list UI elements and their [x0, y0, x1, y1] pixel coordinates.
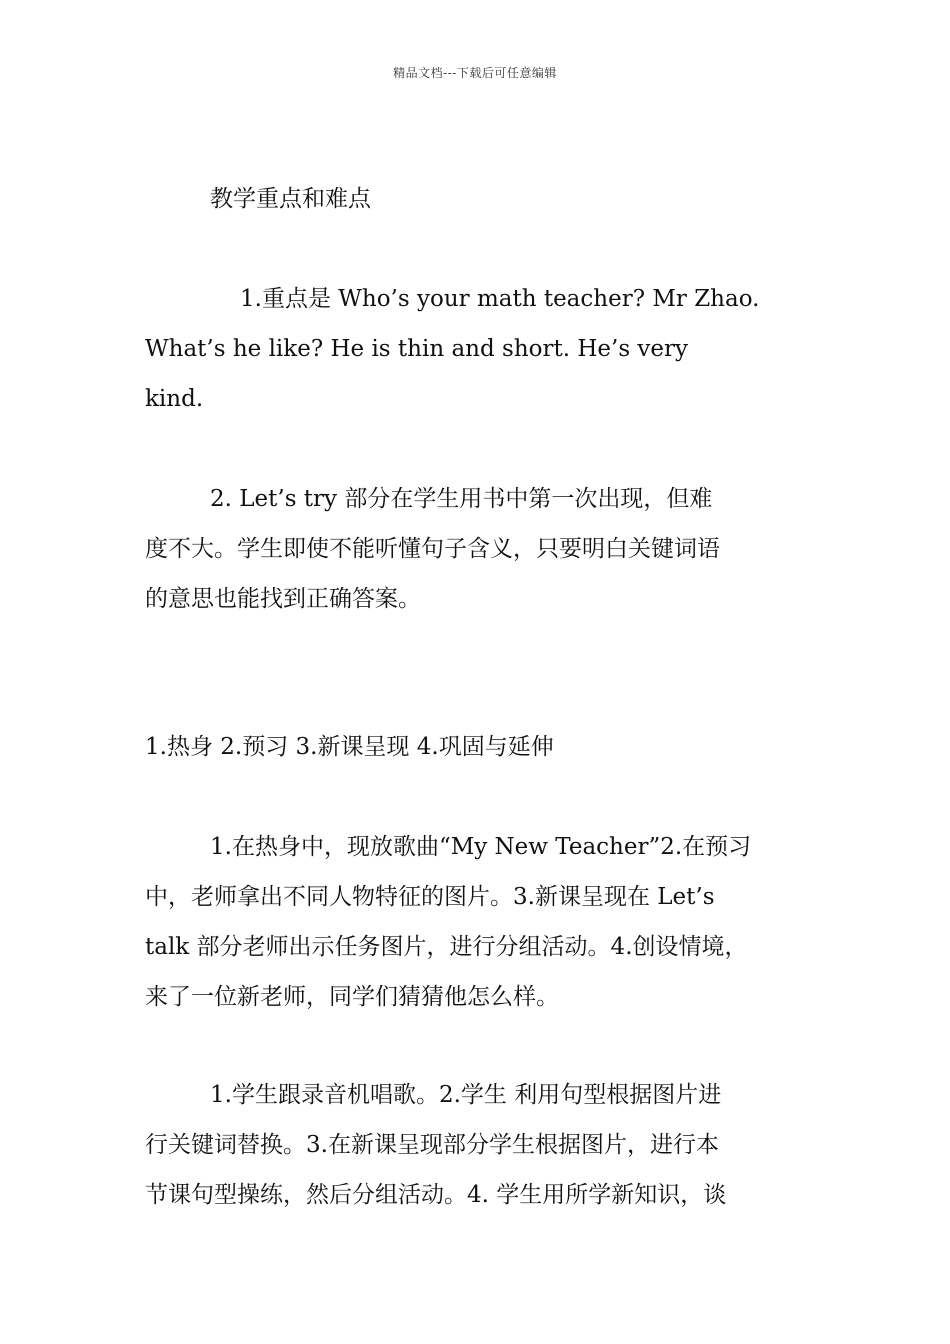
- teacher-activities-line-3: talk 部分老师出示任务图片，进行分组活动。4.创设情境，: [145, 934, 748, 960]
- teaching-steps-text: 1.热身 2.预习 3.新课呈现 4.巩固与延伸: [145, 734, 554, 760]
- student-activities: [145, 1070, 810, 1220]
- key-point-1-line-2: What’s he like? He is thin and short. He’s very: [145, 336, 689, 362]
- student-activities-line-1: 1.学生跟录音机唱歌。2.学生 利用句型根据图片进: [210, 1082, 722, 1108]
- section-title-block: [145, 174, 810, 224]
- key-point-1-line-3: kind.: [145, 386, 204, 412]
- key-point-2-line-2: 度不大。学生即使不能听懂句子含义，只要明白关键词语: [145, 536, 720, 562]
- key-point-1-line-1: 1.重点是 Who’s your math teacher? Mr Zhao.: [240, 286, 760, 312]
- section-title: 教学重点和难点: [210, 186, 371, 212]
- key-point-2-line-1: 2. Let’s try 部分在学生用书中第一次出现，但难: [210, 486, 713, 512]
- key-point-2: [145, 474, 810, 624]
- teaching-steps: [145, 722, 810, 772]
- teacher-activities: [145, 822, 810, 1022]
- page-header: 精品文档---下载后可任意编辑: [393, 66, 557, 80]
- student-activities-line-2: 行关键词替换。3.在新课呈现部分学生根据图片，进行本: [145, 1132, 719, 1158]
- key-point-2-line-3: 的意思也能找到正确答案。: [145, 586, 421, 612]
- teacher-activities-line-4: 来了一位新老师，同学们猜猜他怎么样。: [145, 984, 559, 1010]
- student-activities-line-3: 节课句型操练，然后分组活动。4. 学生用所学新知识，谈: [145, 1182, 727, 1208]
- teacher-activities-line-1: 1.在热身中，现放歌曲“My New Teacher”2.在预习: [210, 834, 752, 860]
- teacher-activities-line-2: 中，老师拿出不同人物特征的图片。3.新课呈现在 Let’s: [145, 884, 715, 910]
- key-point-1: [145, 274, 810, 424]
